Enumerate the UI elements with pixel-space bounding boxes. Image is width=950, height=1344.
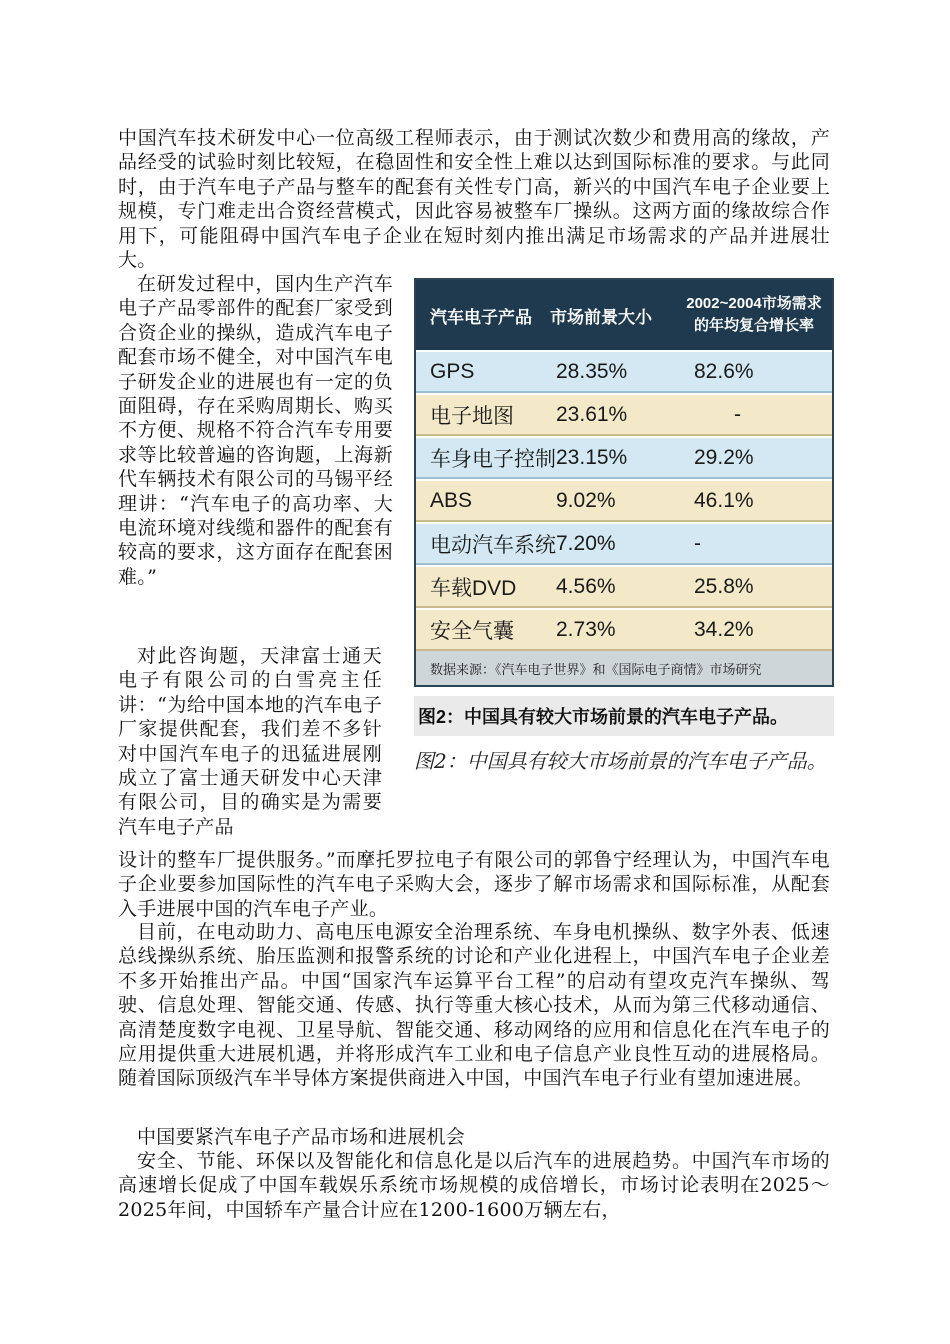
cell-product: 车身电子控制	[430, 447, 556, 471]
table-row	[416, 522, 832, 565]
cell-growth: 82.6%	[694, 359, 754, 383]
header-growth-line2: 的年均复合增长率	[693, 317, 814, 334]
section-heading: 中国要紧汽车电子产品市场和进展机会	[137, 1126, 466, 1148]
header-growth-line1: 2002~2004市场需求	[686, 295, 822, 312]
paragraph-1: 中国汽车技术研发中心一位高级工程师表示，由于测试次数少和费用高的缘故，产品经受的试验时刻比较短，在稳固性和安全性上难以达到国际标准的要求。与此同时，由于汽车电子产品与整车的配套有关性专门高，新兴的中国汽车电子企业要上规模，专门难走出合资经营模式，因此容易被整车厂操纵。这两方面的缘故综合作用下，可能阻碍中国汽车电子企业在短时刻内推出满足市场需求的产品并进展壮大。	[118, 127, 830, 272]
cell-growth: -	[734, 402, 741, 426]
header-growth	[676, 293, 832, 337]
table-row	[416, 436, 832, 479]
cell-market-size: 2.73%	[556, 617, 616, 641]
cell-growth: 34.2%	[694, 617, 754, 641]
table-source: 数据来源：《汽车电子世界》和《国际电子商情》市场研究	[416, 651, 832, 685]
figure-image-caption: 图2：中国具有较大市场前景的汽车电子产品。	[414, 696, 834, 736]
cell-product: GPS	[430, 359, 475, 383]
cell-product: 电子地图	[430, 404, 514, 428]
table-row	[416, 608, 832, 651]
market-table	[414, 278, 834, 687]
header-product: 汽车电子产品	[430, 307, 532, 327]
figure-caption: 图2：中国具有较大市场前景的汽车电子产品。	[414, 749, 827, 773]
paragraph-4: 设计的整车厂提供服务。”而摩托罗拉电子有限公司的郭鲁宁经理认为，中国汽车电子企业要参加国际性的汽车电子采购大会，逐步了解市场需求和国际标准，从配套入手进展中国的汽车电子产业。	[118, 849, 830, 920]
cell-market-size: 28.35%	[556, 359, 628, 383]
paragraph-3: 对此咨询题，天津富士通天电子有限公司的白雪亮主任讲：“为给中国本地的汽车电子厂家提供配套，我们差不多针对中国汽车电子的迅猛进展刚成立了富士通天研发中心天津有限公司，目的确实是为需要汽车电子产品	[118, 645, 382, 838]
cell-product: ABS	[430, 488, 473, 512]
cell-product: 电动汽车系统	[430, 533, 556, 557]
paragraph-2: 在研发过程中，国内生产汽车电子产品零部件的配套厂家受到合资企业的操纵，造成汽车电子配套市场不健全，对中国汽车电子研发企业的进展也有一定的负面阻碍，存在采购周期长、购买不方便、规格不符合汽车专用要求等比较普遍的咨询题，上海新代车辆技术有限公司的马锡平经理讲：“汽车电子的高功率、大电流环境对线缆和器件的配套有较高的要求，这方面存在配套困难。”	[118, 273, 393, 588]
cell-growth: 46.1%	[694, 488, 754, 512]
cell-market-size: 4.56%	[556, 574, 616, 598]
table-header	[416, 280, 832, 350]
cell-growth: 25.8%	[694, 574, 754, 598]
cell-market-size: 9.02%	[556, 488, 616, 512]
table-row	[416, 479, 832, 522]
paragraph-5: 目前，在电动助力、高电压电源安全治理系统、车身电机操纵、数字外表、低速总线操纵系统、胎压监测和报警系统的讨论和产业化进程上，中国汽车电子企业差不多开始推出产品。中国“国家汽车运算平台工程”的启动有望攻克汽车操纵、驾驶、信息处理、智能交通、传感、执行等重大核心技术，从而为第三代移动通信、高清楚度数字电视、卫星导航、智能交通、移动网络的应用和信息化在汽车电子的应用提供重大进展机遇，并将形成汽车工业和电子信息产业良性互动的进展格局。随着国际顶级汽车半导体方案提供商进入中国，中国汽车电子行业有望加速进展。	[118, 921, 830, 1090]
table-row	[416, 350, 832, 393]
cell-growth: 29.2%	[694, 445, 754, 469]
cell-market-size: 23.15%	[556, 445, 628, 469]
cell-market-size: 7.20%	[556, 531, 616, 555]
cell-product: 安全气囊	[430, 619, 514, 643]
table-row	[416, 565, 832, 608]
table-row	[416, 393, 832, 436]
paragraph-6: 安全、节能、环保以及智能化和信息化是以后汽车的进展趋势。中国汽车市场的高速增长促成了中国车载娱乐系统市场规模的成倍增长，市场讨论表明在2025～2025年间，中国轿车产量合计应在1200-1600万辆左右，	[118, 1150, 830, 1221]
market-figure	[414, 278, 834, 740]
cell-growth: -	[694, 531, 701, 555]
header-market-size: 市场前景大小	[550, 307, 652, 327]
cell-market-size: 23.61%	[556, 402, 628, 426]
cell-product: 车载DVD	[430, 576, 517, 600]
